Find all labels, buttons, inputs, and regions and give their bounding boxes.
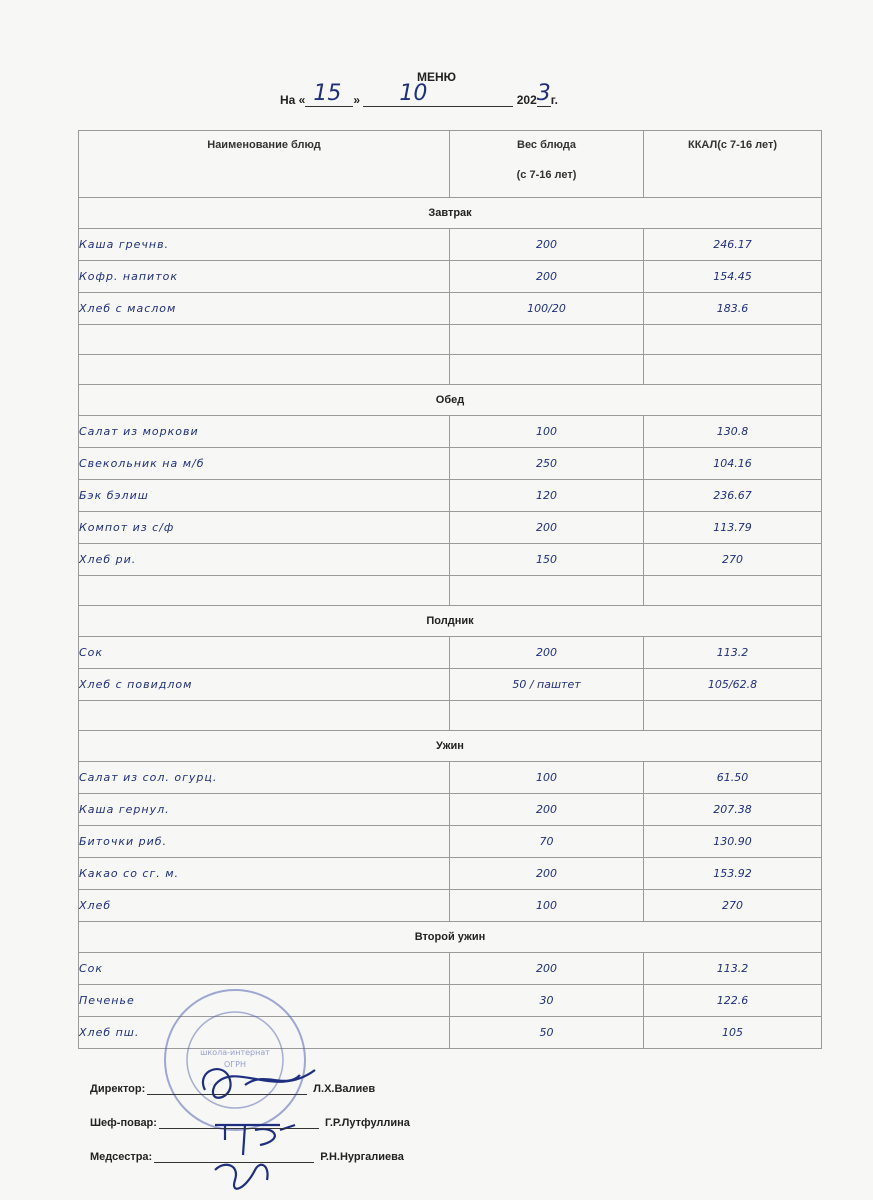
dish-kcal-cell: 122.6 <box>644 985 822 1017</box>
date-mid: » <box>353 93 361 107</box>
date-line <box>280 81 558 107</box>
dish-weight-cell: 120 <box>450 480 644 512</box>
dish-kcal-cell: 113.2 <box>644 637 822 669</box>
table-row <box>79 355 822 385</box>
meal-section-header <box>79 606 822 637</box>
meal-name: Полдник <box>79 606 822 637</box>
dish-name-cell: Какао со сг. м. <box>79 858 450 890</box>
dish-kcal-cell: 183.6 <box>644 293 822 325</box>
date-month: 10 <box>399 81 428 106</box>
dish-weight-cell: 200 <box>450 953 644 985</box>
meal-section-header <box>79 198 822 229</box>
table-row <box>79 890 822 922</box>
dish-weight-cell <box>450 701 644 731</box>
table-row <box>79 544 822 576</box>
table-row <box>79 325 822 355</box>
svg-text:школа-интернат: школа-интернат <box>200 1048 270 1057</box>
table-row <box>79 794 822 826</box>
date-prefix: На « <box>280 93 306 107</box>
director-signature-line <box>90 1082 375 1095</box>
dish-name-cell: Сок <box>79 637 450 669</box>
dish-kcal-cell <box>644 701 822 731</box>
dish-kcal-cell <box>644 325 822 355</box>
dish-weight-cell <box>450 355 644 385</box>
table-row <box>79 826 822 858</box>
col-dish-name-header: Наименование блюд <box>79 131 450 198</box>
svg-text:ОГРН: ОГРН <box>223 1060 247 1069</box>
dish-kcal-cell: 154.45 <box>644 261 822 293</box>
dish-weight-cell: 100/20 <box>450 293 644 325</box>
dish-weight-cell: 200 <box>450 229 644 261</box>
dish-kcal-cell: 130.8 <box>644 416 822 448</box>
dish-name-cell: Каша гречнв. <box>79 229 450 261</box>
dish-kcal-cell <box>644 576 822 606</box>
dish-weight-cell: 200 <box>450 858 644 890</box>
dish-kcal-cell: 105 <box>644 1017 822 1049</box>
director-role: Директор: <box>90 1083 146 1095</box>
table-row <box>79 512 822 544</box>
table-row <box>79 229 822 261</box>
dish-name-cell: Хлеб с маслом <box>79 293 450 325</box>
chef-role: Шеф-повар: <box>90 1117 157 1129</box>
table-row <box>79 953 822 985</box>
table-row <box>79 416 822 448</box>
dish-kcal-cell: 270 <box>644 544 822 576</box>
dish-name-cell: Каша гернул. <box>79 794 450 826</box>
meal-name: Второй ужин <box>79 922 822 953</box>
nurse-role: Медсестра: <box>90 1151 153 1163</box>
dish-weight-cell: 50 <box>450 1017 644 1049</box>
dish-weight-cell: 200 <box>450 261 644 293</box>
date-suffix: г. <box>550 93 558 107</box>
dish-weight-cell: 100 <box>450 762 644 794</box>
dish-kcal-cell: 113.2 <box>644 953 822 985</box>
dish-kcal-cell: 61.50 <box>644 762 822 794</box>
meal-name: Обед <box>79 385 822 416</box>
dish-kcal-cell: 104.16 <box>644 448 822 480</box>
dish-kcal-cell: 130.90 <box>644 826 822 858</box>
dish-name-cell: Хлеб <box>79 890 450 922</box>
dish-weight-cell: 200 <box>450 637 644 669</box>
meal-section-header <box>79 385 822 416</box>
date-day: 15 <box>313 81 342 106</box>
dish-kcal-cell: 270 <box>644 890 822 922</box>
date-year-prefix: 202 <box>516 93 537 107</box>
dish-name-cell: Биточки риб. <box>79 826 450 858</box>
dish-name-cell <box>79 355 450 385</box>
dish-weight-cell: 250 <box>450 448 644 480</box>
dish-kcal-cell: 105/62.8 <box>644 669 822 701</box>
col-weight-header: Вес блюда (с 7-16 лет) <box>450 131 644 198</box>
table-row <box>79 637 822 669</box>
dish-weight-cell: 100 <box>450 890 644 922</box>
dish-name-cell: Салат из моркови <box>79 416 450 448</box>
table-row <box>79 669 822 701</box>
dish-weight-cell <box>450 325 644 355</box>
dish-name-cell: Кофр. напиток <box>79 261 450 293</box>
dish-kcal-cell: 113.79 <box>644 512 822 544</box>
dish-name-cell: Салат из сол. огурц. <box>79 762 450 794</box>
dish-kcal-cell: 153.92 <box>644 858 822 890</box>
table-row <box>79 293 822 325</box>
col-kcal-header: ККАЛ(с 7-16 лет) <box>644 131 822 198</box>
dish-name-cell: Хлеб с повидлом <box>79 669 450 701</box>
chef-signature-line <box>90 1116 410 1129</box>
table-row <box>79 576 822 606</box>
director-name: Л.Х.Валиев <box>313 1083 376 1095</box>
chef-name: Г.Р.Лутфуллина <box>324 1117 410 1129</box>
dish-weight-cell: 70 <box>450 826 644 858</box>
dish-kcal-cell: 246.17 <box>644 229 822 261</box>
handwritten-signatures <box>185 1030 335 1200</box>
dish-name-cell <box>79 701 450 731</box>
table-row <box>79 762 822 794</box>
nurse-name: Р.Н.Нургалиева <box>320 1151 404 1163</box>
dish-weight-cell <box>450 576 644 606</box>
table-row <box>79 858 822 890</box>
dish-name-cell: Бэк бэлиш <box>79 480 450 512</box>
dish-name-cell: Хлеб ри. <box>79 544 450 576</box>
page-title: МЕНЮ <box>416 70 457 84</box>
meal-section-header <box>79 731 822 762</box>
table-row <box>79 448 822 480</box>
meal-section-header <box>79 922 822 953</box>
nurse-signature-line <box>90 1150 404 1163</box>
dish-name-cell: Хлеб пш. <box>79 1017 450 1049</box>
dish-kcal-cell: 207.38 <box>644 794 822 826</box>
date-year-digit: 3 <box>536 81 551 106</box>
dish-weight-cell: 100 <box>450 416 644 448</box>
dish-name-cell: Свекольник на м/б <box>79 448 450 480</box>
dish-name-cell: Печенье <box>79 985 450 1017</box>
meal-name: Ужин <box>79 731 822 762</box>
dish-kcal-cell <box>644 355 822 385</box>
dish-weight-cell: 200 <box>450 794 644 826</box>
dish-weight-cell: 50 / паштет <box>450 669 644 701</box>
dish-name-cell <box>79 576 450 606</box>
table-row <box>79 261 822 293</box>
dish-weight-cell: 200 <box>450 512 644 544</box>
table-row <box>79 701 822 731</box>
meal-name: Завтрак <box>79 198 822 229</box>
table-row <box>79 480 822 512</box>
table-header <box>79 131 822 198</box>
dish-kcal-cell: 236.67 <box>644 480 822 512</box>
menu-table <box>78 130 822 1049</box>
dish-name-cell: Компот из с/ф <box>79 512 450 544</box>
dish-weight-cell: 150 <box>450 544 644 576</box>
dish-weight-cell: 30 <box>450 985 644 1017</box>
dish-name-cell <box>79 325 450 355</box>
dish-name-cell: Сок <box>79 953 450 985</box>
